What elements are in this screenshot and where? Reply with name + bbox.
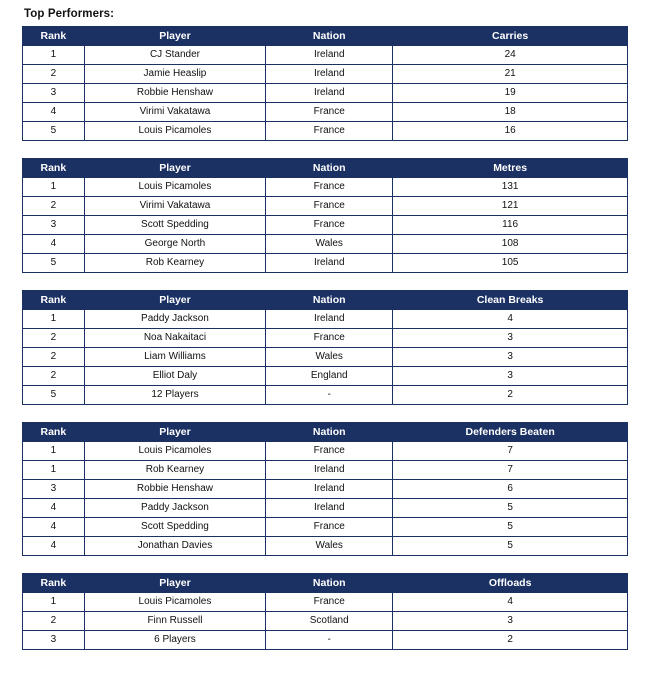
table-row [23,593,628,612]
table-row [23,631,628,650]
cell-nation: Ireland [266,461,393,480]
cell-rank: 4 [23,103,85,122]
cell-nation: Ireland [266,480,393,499]
table-row [23,367,628,386]
cell-nation: France [266,329,393,348]
cell-nation: Ireland [266,46,393,65]
cell-rank: 1 [23,461,85,480]
cell-rank: 5 [23,254,85,273]
column-header-value: Clean Breaks [393,291,628,310]
column-header-nation: Nation [266,159,393,178]
cell-rank: 1 [23,442,85,461]
column-header-player: Player [84,27,266,46]
cell-player: 12 Players [84,386,266,405]
column-header-player: Player [84,423,266,442]
cell-value: 3 [393,612,628,631]
cell-rank: 2 [23,65,85,84]
cell-player: Paddy Jackson [84,310,266,329]
cell-rank: 3 [23,216,85,235]
cell-value: 5 [393,537,628,556]
page-title: Top Performers: [24,8,115,20]
table-row [23,518,628,537]
cell-rank: 4 [23,499,85,518]
cell-rank: 5 [23,386,85,405]
cell-nation: Wales [266,348,393,367]
table-row [23,235,628,254]
column-header-rank: Rank [23,423,85,442]
table-row [23,310,628,329]
cell-player: Liam Williams [84,348,266,367]
cell-value: 4 [393,593,628,612]
cell-nation: Ireland [266,310,393,329]
stat-table-offloads [22,573,628,650]
cell-nation: France [266,442,393,461]
table-header-row [23,159,628,178]
cell-nation: France [266,178,393,197]
cell-player: Finn Russell [84,612,266,631]
cell-player: Jonathan Davies [84,537,266,556]
table-row [23,499,628,518]
cell-value: 5 [393,499,628,518]
table-row [23,216,628,235]
cell-rank: 4 [23,518,85,537]
cell-rank: 5 [23,122,85,141]
cell-nation: France [266,122,393,141]
table-row [23,442,628,461]
cell-player: 6 Players [84,631,266,650]
table-header-row [23,423,628,442]
table-header-row [23,27,628,46]
column-header-value: Metres [393,159,628,178]
column-header-nation: Nation [266,574,393,593]
cell-value: 19 [393,84,628,103]
table-row [23,84,628,103]
cell-rank: 4 [23,235,85,254]
stat-table-defenders-beaten [22,422,628,556]
cell-rank: 2 [23,348,85,367]
cell-value: 2 [393,386,628,405]
cell-rank: 1 [23,178,85,197]
table-row [23,178,628,197]
column-header-rank: Rank [23,574,85,593]
cell-player: Noa Nakaitaci [84,329,266,348]
cell-nation: Wales [266,235,393,254]
cell-player: Robbie Henshaw [84,84,266,103]
cell-player: Jamie Heaslip [84,65,266,84]
column-header-rank: Rank [23,291,85,310]
cell-value: 7 [393,442,628,461]
column-header-nation: Nation [266,27,393,46]
cell-rank: 1 [23,46,85,65]
cell-rank: 2 [23,367,85,386]
cell-nation: France [266,518,393,537]
cell-player: Virimi Vakatawa [84,103,266,122]
cell-player: Robbie Henshaw [84,480,266,499]
cell-nation: France [266,197,393,216]
table-row [23,348,628,367]
column-header-value: Offloads [393,574,628,593]
table-row [23,254,628,273]
column-header-rank: Rank [23,159,85,178]
cell-rank: 3 [23,84,85,103]
column-header-nation: Nation [266,423,393,442]
cell-rank: 2 [23,197,85,216]
cell-value: 5 [393,518,628,537]
cell-player: Scott Spedding [84,518,266,537]
cell-nation: Scotland [266,612,393,631]
cell-rank: 2 [23,329,85,348]
table-header-row [23,291,628,310]
cell-value: 24 [393,46,628,65]
cell-player: Louis Picamoles [84,122,266,141]
cell-value: 108 [393,235,628,254]
cell-value: 3 [393,367,628,386]
cell-nation: France [266,216,393,235]
cell-nation: - [266,631,393,650]
cell-nation: Ireland [266,254,393,273]
cell-value: 131 [393,178,628,197]
cell-player: Louis Picamoles [84,178,266,197]
cell-nation: Ireland [266,499,393,518]
cell-player: Louis Picamoles [84,593,266,612]
cell-player: Rob Kearney [84,461,266,480]
table-row [23,46,628,65]
cell-rank: 4 [23,537,85,556]
table-row [23,103,628,122]
table-row [23,480,628,499]
column-header-rank: Rank [23,27,85,46]
cell-value: 21 [393,65,628,84]
cell-nation: France [266,593,393,612]
cell-rank: 3 [23,631,85,650]
column-header-nation: Nation [266,291,393,310]
cell-value: 121 [393,197,628,216]
table-row [23,197,628,216]
cell-value: 6 [393,480,628,499]
cell-value: 4 [393,310,628,329]
cell-value: 105 [393,254,628,273]
cell-player: George North [84,235,266,254]
table-row [23,461,628,480]
cell-nation: Ireland [266,84,393,103]
table-row [23,65,628,84]
cell-value: 3 [393,329,628,348]
cell-value: 7 [393,461,628,480]
cell-nation: France [266,103,393,122]
table-row [23,122,628,141]
cell-value: 18 [393,103,628,122]
cell-rank: 2 [23,612,85,631]
stat-table-metres [22,158,628,273]
column-header-value: Carries [393,27,628,46]
cell-player: Scott Spedding [84,216,266,235]
column-header-player: Player [84,291,266,310]
column-header-player: Player [84,159,266,178]
cell-value: 3 [393,348,628,367]
table-row [23,329,628,348]
cell-value: 116 [393,216,628,235]
cell-rank: 1 [23,593,85,612]
table-row [23,612,628,631]
column-header-player: Player [84,574,266,593]
cell-nation: England [266,367,393,386]
cell-player: Paddy Jackson [84,499,266,518]
cell-player: Rob Kearney [84,254,266,273]
cell-player: Elliot Daly [84,367,266,386]
cell-rank: 1 [23,310,85,329]
cell-value: 16 [393,122,628,141]
cell-rank: 3 [23,480,85,499]
cell-player: Virimi Vakatawa [84,197,266,216]
table-row [23,537,628,556]
column-header-value: Defenders Beaten [393,423,628,442]
cell-player: CJ Stander [84,46,266,65]
cell-nation: - [266,386,393,405]
stat-table-clean-breaks [22,290,628,405]
cell-value: 2 [393,631,628,650]
stat-table-carries [22,26,628,141]
cell-player: Louis Picamoles [84,442,266,461]
table-row [23,386,628,405]
table-header-row [23,574,628,593]
cell-nation: Ireland [266,65,393,84]
cell-nation: Wales [266,537,393,556]
